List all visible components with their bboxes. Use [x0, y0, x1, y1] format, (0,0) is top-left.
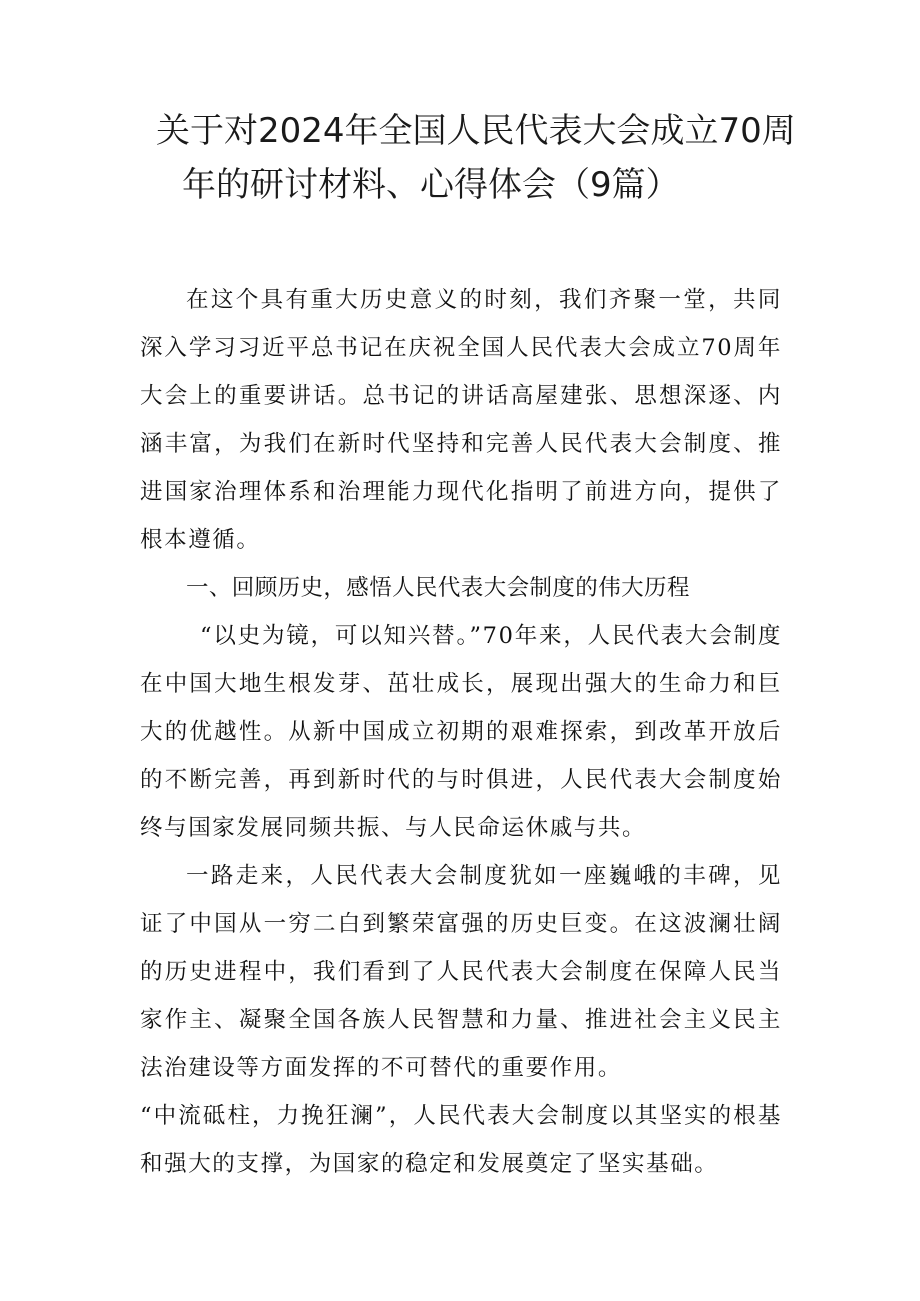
paragraph-pillar: “中流砥柱，力挽狂澜”，人民代表大会制度以其坚实的根基和强大的支撑，为国家的稳定和发展奠定了坚实基础。: [140, 1103, 782, 1177]
title-line-2: 年的研讨材料、心得体会（9篇）: [182, 165, 680, 205]
paragraph-journey: 一路走来，人民代表大会制度犹如一座巍峨的丰碑，见证了中国从一穷二白到繁荣富强的历史巨变。在这波澜壮阔的历史进程中，我们看到了人民代表大会制度在保障人民当家作主、凝聚全国各族人民智慧和力量、推进社会主义民主法治建设等方面发挥的不可替代的重要作用。: [140, 863, 782, 1081]
document-body: [140, 276, 782, 1188]
document-title: [120, 104, 820, 212]
intro-paragraph: 在这个具有重大历史意义的时刻，我们齐聚一堂，共同深入学习习近平总书记在庆祝全国人民代表大会成立70周年大会上的重要讲话。总书记的讲话高屋建张、思想深逐、内涵丰富，为我们在新时代坚持和完善人民代表大会制度、推进国家治理体系和治理能力现代化指明了前进方向，提供了根本遵循。: [140, 287, 782, 553]
section-heading: 一、回顾历史，感悟人民代表大会制度的伟大历程: [186, 575, 690, 601]
title-line-1: 关于对2024年全国人民代表大会成立70周: [156, 111, 796, 151]
paragraph-history: “以史为镜，可以知兴替。”70年来，人民代表大会制度在中国大地生根发芽、茁壮成长，展现出强大的生命力和巨大的优越性。从新中国成立初期的艰难探索，到改革开放后的不断完善，再到新时代的与时俱进，人民代表大会制度始终与国家发展同频共振、与人民命运休戚与共。: [140, 623, 782, 841]
